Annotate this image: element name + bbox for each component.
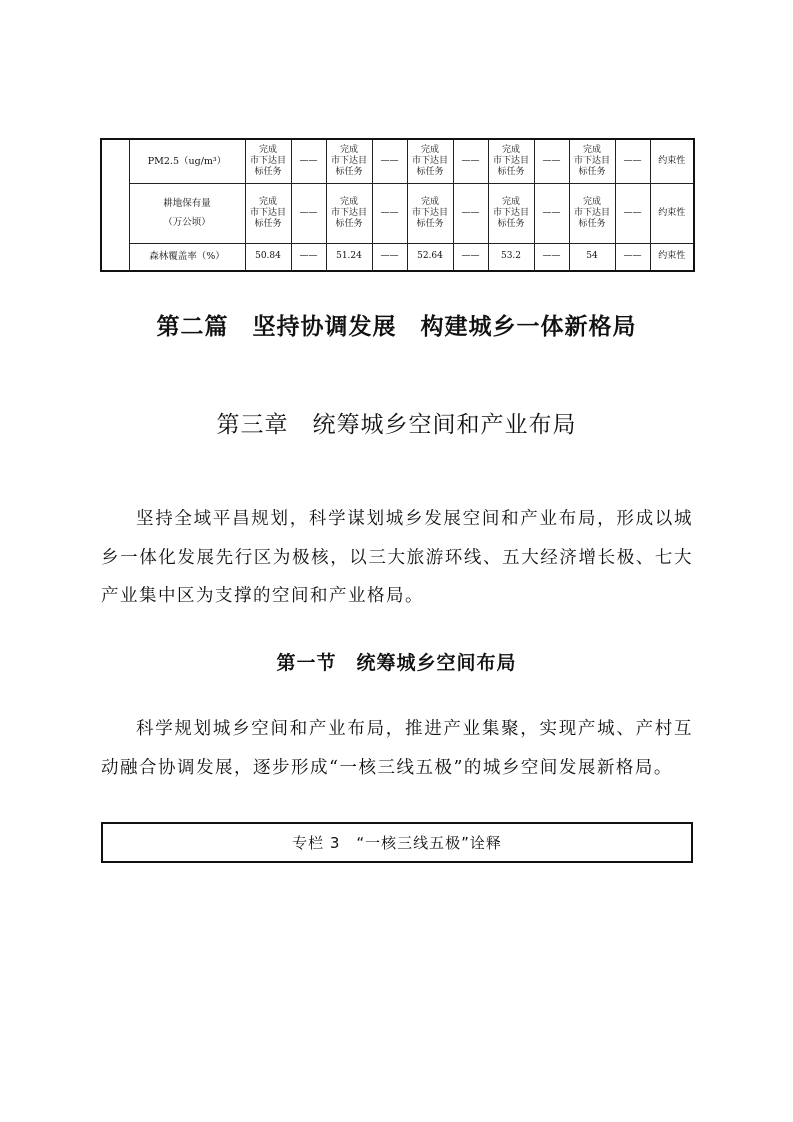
table-cell: 50.84	[245, 243, 291, 271]
table-row	[101, 139, 694, 183]
table-cell: ——	[291, 139, 326, 183]
table-cell: 54	[569, 243, 615, 271]
table-cell: ——	[291, 183, 326, 243]
table-cell: ——	[372, 139, 407, 183]
table-cell: ——	[372, 243, 407, 271]
indicator-name	[129, 183, 245, 243]
table-cell: 完成 市下达目 标任务	[488, 183, 534, 243]
chapter-title: 第三章 统筹城乡空间和产业布局	[216, 412, 577, 438]
attribute-cell: 约束性	[650, 183, 694, 243]
category-cell	[101, 139, 129, 271]
table-cell: ——	[615, 139, 650, 183]
table-cell: 完成 市下达目 标任务	[569, 183, 615, 243]
table-row	[101, 183, 694, 243]
indicator-name: 森林覆盖率（%）	[129, 243, 245, 271]
table-cell: ——	[291, 243, 326, 271]
table-cell: ——	[453, 243, 488, 271]
table-cell: ——	[453, 183, 488, 243]
body-paragraph: 坚持全域平昌规划，科学谋划城乡发展空间和产业布局，形成以城乡一体化发展先行区为极核，以三大旅游环线、五大经济增长极、七大产业集中区为支撑的空间和产业格局。	[101, 509, 693, 606]
indicator-name: PM2.5（ug/m³）	[129, 139, 245, 183]
table-cell: 完成 市下达目 标任务	[569, 139, 615, 183]
table-cell: 完成 市下达目 标任务	[488, 139, 534, 183]
table-cell: ——	[615, 243, 650, 271]
table-cell: 完成 市下达目 标任务	[407, 183, 453, 243]
table-cell: ——	[534, 139, 569, 183]
table-cell: 52.64	[407, 243, 453, 271]
table-cell: 完成 市下达目 标任务	[407, 139, 453, 183]
indicator-table	[100, 138, 695, 272]
table-cell: ——	[453, 139, 488, 183]
section-title: 第一节 统筹城乡空间布局	[276, 652, 517, 674]
table-cell: ——	[534, 183, 569, 243]
attribute-cell: 约束性	[650, 243, 694, 271]
indicator-name-line: 耕地保有量	[163, 198, 211, 209]
attribute-cell: 约束性	[650, 139, 694, 183]
indicator-table-container	[100, 138, 692, 270]
indicator-name-line: （万公顷）	[163, 217, 211, 228]
part-title: 第二篇 坚持协调发展 构建城乡一体新格局	[156, 313, 637, 340]
column-box-title: 专栏 3 “一核三线五极”诠释	[101, 822, 693, 863]
table-cell: 完成 市下达目 标任务	[245, 139, 291, 183]
table-cell: ——	[372, 183, 407, 243]
table-cell: ——	[615, 183, 650, 243]
table-cell: 完成 市下达目 标任务	[326, 139, 372, 183]
body-paragraph: 科学规划城乡空间和产业布局，推进产业集聚，实现产城、产村互动融合协调发展，逐步形成“一核三线五极”的城乡空间发展新格局。	[101, 719, 693, 778]
table-cell: 53.2	[488, 243, 534, 271]
table-cell: 51.24	[326, 243, 372, 271]
table-cell: ——	[534, 243, 569, 271]
table-cell: 完成 市下达目 标任务	[245, 183, 291, 243]
table-row	[101, 243, 694, 271]
table-cell: 完成 市下达目 标任务	[326, 183, 372, 243]
